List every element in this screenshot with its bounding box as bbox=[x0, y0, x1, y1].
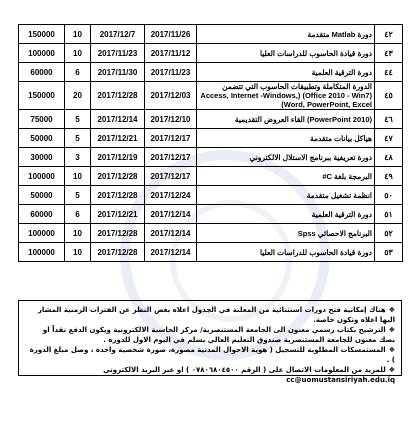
note-item bbox=[25, 305, 395, 325]
course-index: ٥١ bbox=[375, 205, 403, 224]
course-days: 10 bbox=[65, 224, 91, 243]
course-index: ٥٠ bbox=[375, 186, 403, 205]
course-days: 3 bbox=[65, 148, 91, 167]
course-fee: 30000 bbox=[19, 148, 65, 167]
course-days: 5 bbox=[65, 186, 91, 205]
table-row bbox=[19, 110, 403, 129]
course-end-date: 2017/12/21 bbox=[91, 129, 145, 148]
diamond-bullet-icon: ❖ bbox=[388, 366, 395, 374]
course-fee: 150000 bbox=[19, 25, 65, 44]
course-end-date: 2017/11/30 bbox=[91, 63, 145, 82]
course-index: ٤٨ bbox=[375, 148, 403, 167]
course-name: دورة الترقية العلمية bbox=[197, 63, 375, 82]
course-index: ٤٩ bbox=[375, 167, 403, 186]
course-end-date: 2017/12/28 bbox=[91, 167, 145, 186]
course-end-date: 2017/12/21 bbox=[91, 205, 145, 224]
course-start-date: 2017/12/24 bbox=[145, 186, 197, 205]
diamond-bullet-icon: ❖ bbox=[388, 326, 395, 334]
note-text: الترشيح بكتاب رسمي معنون الى الجامعة المستنصرية/ مركز الحاسبة الالكترونية ويكون الدفع نقداً او بصك معنون للجامعة المستنصرية صندوق التعليم العالي بسلم في اليوم الاول للدورة . bbox=[42, 326, 395, 344]
course-end-date: 2017/12/19 bbox=[91, 148, 145, 167]
note-text: المستمسكات المطلوبة للتسجيل ( هوية الاحوال المدنية مصورة، صورة شخصية واحدة ، وصل مبلغ الدورة ) . bbox=[29, 346, 395, 364]
course-fee: 100000 bbox=[19, 224, 65, 243]
course-fee: 60000 bbox=[19, 205, 65, 224]
table-row bbox=[19, 167, 403, 186]
table-row bbox=[19, 129, 403, 148]
course-fee: 100000 bbox=[19, 167, 65, 186]
table-row bbox=[19, 148, 403, 167]
note-item bbox=[25, 325, 395, 345]
course-name: انظمة تشغيل متقدمة bbox=[197, 186, 375, 205]
course-name: البرمجة بلغة C# bbox=[197, 167, 375, 186]
note-text: للمزيد من المعلومات الاتصال على ( الرقم ٠٧٨٠٦٨٠٤٥٠٠ ) او عبر البريد الالكتروني cc@uomustansiriyah.edu.iq bbox=[103, 366, 395, 384]
course-index: ٤٤ bbox=[375, 63, 403, 82]
course-days: 10 bbox=[65, 243, 91, 262]
diamond-bullet-icon: ❖ bbox=[388, 346, 395, 354]
course-name: دورة الترقية العلمية bbox=[197, 205, 375, 224]
course-start-date: 2017/12/14 bbox=[145, 205, 197, 224]
course-index: ٤٦ bbox=[375, 110, 403, 129]
course-end-date: 2017/12/28 bbox=[91, 186, 145, 205]
table-row bbox=[19, 63, 403, 82]
course-days: 10 bbox=[65, 167, 91, 186]
course-start-date: 2017/12/17 bbox=[145, 167, 197, 186]
diamond-bullet-icon: ❖ bbox=[388, 306, 395, 314]
course-name: دورة Matlab متقدمة bbox=[197, 25, 375, 44]
course-name: (PowerPoint 2010) القاء العروض التقديمية bbox=[197, 110, 375, 129]
course-start-date: 2017/12/14 bbox=[145, 243, 197, 262]
course-index: ٥٢ bbox=[375, 224, 403, 243]
course-index: ٤٧ bbox=[375, 129, 403, 148]
course-end-date: 2017/12/28 bbox=[91, 243, 145, 262]
course-start-date: 2017/12/17 bbox=[145, 129, 197, 148]
course-end-date: 2017/12/28 bbox=[91, 82, 145, 110]
course-fee: 150000 bbox=[19, 82, 65, 110]
notes-box bbox=[18, 300, 402, 384]
course-fee: 100000 bbox=[19, 44, 65, 63]
course-days: 10 bbox=[65, 25, 91, 44]
note-item bbox=[25, 365, 395, 385]
course-days: 6 bbox=[65, 63, 91, 82]
table-row bbox=[19, 82, 403, 110]
table-row bbox=[19, 25, 403, 44]
table-row bbox=[19, 224, 403, 243]
course-fee: 50000 bbox=[19, 186, 65, 205]
course-fee: 50000 bbox=[19, 129, 65, 148]
course-index: ٥٣ bbox=[375, 243, 403, 262]
course-start-date: 2017/12/10 bbox=[145, 110, 197, 129]
course-fee: 100000 bbox=[19, 243, 65, 262]
course-name: دورة قيادة الحاسوب للدراسات العليا bbox=[197, 243, 375, 262]
table-row bbox=[19, 186, 403, 205]
course-name: الدورة المتكاملة وتطبيقات الحاسوب التي تتضمن (Office 2010 - Win7) (Access, Internet -Windows, Word, PowerPoint, Excel) bbox=[197, 82, 375, 110]
course-start-date: 2017/11/23 bbox=[145, 63, 197, 82]
course-name: هياكل بيانات متقدمة bbox=[197, 129, 375, 148]
course-start-date: 2017/12/17 bbox=[145, 148, 197, 167]
course-end-date: 2017/12/28 bbox=[91, 224, 145, 243]
course-fee: 60000 bbox=[19, 63, 65, 82]
course-name: البرنامج الاحصائي Spss bbox=[197, 224, 375, 243]
table-row bbox=[19, 243, 403, 262]
note-text: هناك إمكانية فتح دورات استثنائية من المعلنة في الجدول اعلاه بغض النظر عن الفترات الزمنية المشار اليها اعلاه وتكون خاصة. bbox=[37, 306, 395, 324]
course-name: دورة تعريفية ببرنامج الاستلال الالكتروني bbox=[197, 148, 375, 167]
course-end-date: 2017/11/23 bbox=[91, 44, 145, 63]
course-days: 6 bbox=[65, 205, 91, 224]
course-days: 20 bbox=[65, 82, 91, 110]
course-start-date: 2017/12/03 bbox=[145, 82, 197, 110]
course-days: 5 bbox=[65, 129, 91, 148]
course-index: ٤٢ bbox=[375, 25, 403, 44]
course-end-date: 2017/12/7 bbox=[91, 25, 145, 44]
course-name: دورة قيادة الحاسوب للدراسات العليا bbox=[197, 44, 375, 63]
course-index: ٤٥ bbox=[375, 82, 403, 110]
course-fee: 75000 bbox=[19, 110, 65, 129]
courses-table bbox=[18, 24, 403, 262]
course-days: 10 bbox=[65, 44, 91, 63]
course-end-date: 2017/12/14 bbox=[91, 110, 145, 129]
table-row bbox=[19, 205, 403, 224]
table-row bbox=[19, 44, 403, 63]
course-start-date: 2017/12/14 bbox=[145, 224, 197, 243]
course-index: ٤٣ bbox=[375, 44, 403, 63]
note-item bbox=[25, 345, 395, 365]
course-start-date: 2017/11/26 bbox=[145, 25, 197, 44]
course-days: 5 bbox=[65, 110, 91, 129]
course-start-date: 2017/11/12 bbox=[145, 44, 197, 63]
